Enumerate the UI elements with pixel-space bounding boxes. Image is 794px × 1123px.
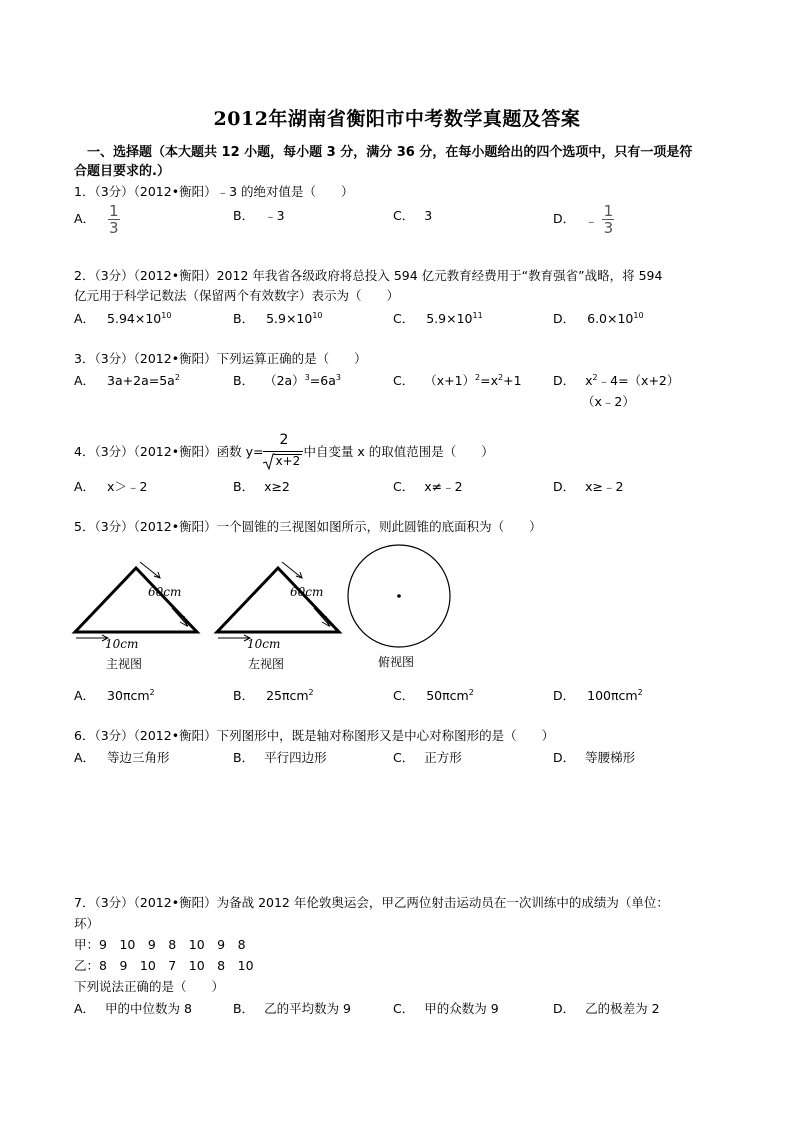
section-heading-line2: 合题目要求的.）: [74, 164, 170, 179]
option-text: 正方形: [424, 750, 462, 765]
option-text: x≥2: [264, 479, 290, 494]
q2-option-d: [553, 309, 644, 327]
q4-stem-pre: 4．（3分）（2012•衡阳）函数 y=: [74, 444, 264, 459]
front-view: [75, 562, 197, 671]
q6-option-d: [553, 748, 635, 766]
q1-option-a: [74, 203, 121, 236]
front-base-label: 10cm: [105, 637, 139, 651]
option-text: 等边三角形: [107, 750, 170, 765]
q5-option-c: [393, 686, 474, 704]
q3-option-b: [233, 371, 341, 389]
q6-option-a: [74, 748, 170, 766]
option-label: A．: [74, 311, 96, 326]
option-label: A．: [74, 479, 96, 494]
option-text: 25πcm: [266, 688, 309, 703]
top-view: [348, 545, 450, 669]
fraction-numerator: 1: [109, 202, 119, 220]
q6-option-c: [393, 748, 462, 766]
option-label: A．: [74, 688, 96, 703]
option-text: 等腰梯形: [585, 750, 636, 765]
q1-option-c: [393, 206, 432, 224]
option-label: B．: [233, 1001, 255, 1016]
q2-option-a: [74, 309, 171, 327]
q7-jia-scores: 甲：9 10 9 8 10 9 8: [74, 937, 246, 952]
option-text: 5.9×10: [266, 311, 313, 326]
top-view-label: 俯视图: [378, 655, 415, 669]
option-label: B．: [233, 208, 255, 223]
option-text: 3a+2a=5a: [107, 373, 175, 388]
q1-option-b: [233, 206, 285, 224]
q1-option-d: [553, 203, 615, 236]
option-label: C．: [393, 311, 415, 326]
q6-stem: 6．（3分）（2012•衡阳）下列图形中，既是轴对称图形又是中心对称图形的是（ ）: [74, 728, 555, 743]
q7-stem-line1: 7．（3分）（2012•衡阳）为备战 2012 年伦敦奥运会，甲乙两位射击运动员在一次训练中的成绩为（单位：: [74, 895, 669, 910]
q1-stem: 1．（3分）（2012•衡阳）﹣3 的绝对值是（ ）: [74, 184, 354, 199]
fraction-denominator: 3: [109, 219, 119, 237]
option-text: （2a）: [264, 373, 305, 388]
option-label: C．: [393, 750, 415, 765]
option-text: x＞﹣2: [107, 479, 148, 494]
left-slant-arrow-bottom: [314, 608, 330, 626]
option-text: 6.0×10: [587, 311, 634, 326]
q6-option-b: [233, 748, 327, 766]
option-text: 乙的极差为 2: [585, 1001, 660, 1016]
left-view-label: 左视图: [248, 657, 285, 671]
option-text: 甲的中位数为 8: [105, 1001, 192, 1016]
option-text: 甲的众数为 9: [424, 1001, 499, 1016]
q3-option-a: [74, 371, 180, 389]
q3-option-d-line2: （x﹣2）: [582, 394, 635, 409]
option-label: B．: [233, 479, 255, 494]
exponent: 2: [498, 372, 504, 382]
q7-option-d: [553, 999, 660, 1017]
option-label: D．: [553, 479, 576, 494]
q7-stem-line2: 环）: [74, 916, 100, 931]
fraction-numerator: 2: [279, 432, 289, 448]
q4-option-b: [233, 477, 290, 495]
option-label: A．: [74, 211, 96, 226]
exponent: 2: [592, 372, 598, 382]
option-text: 平行四边形: [264, 750, 327, 765]
q3-stem: 3．（3分）（2012•衡阳）下列运算正确的是（ ）: [74, 351, 367, 366]
q4-option-c: [393, 477, 463, 495]
q4-stem: [74, 432, 494, 472]
option-text: 30πcm: [107, 688, 150, 703]
q2-stem-line1: 2．（3分）（2012•衡阳）2012 年我省各级政府将总投入 594 亿元教育经费用于“教育强省”战略，将 594: [74, 268, 663, 283]
option-label: A．: [74, 373, 96, 388]
exponent: 11: [472, 310, 483, 320]
left-view-triangle: [217, 568, 339, 632]
option-label: C．: [393, 479, 415, 494]
option-label: C．: [393, 373, 415, 388]
option-label: C．: [393, 1001, 415, 1016]
option-text: （x+1）: [424, 373, 476, 388]
option-label: B．: [233, 750, 255, 765]
option-label: C．: [393, 688, 415, 703]
left-slant-label: 60cm: [290, 585, 324, 599]
left-view: [217, 562, 339, 671]
q5-option-a: [74, 686, 155, 704]
q2-option-b: [233, 309, 323, 327]
exponent: 2: [475, 372, 481, 382]
q7-option-a: [74, 999, 192, 1017]
q7-option-c: [393, 999, 499, 1017]
q4-fraction: [263, 432, 303, 470]
q5-option-d: [553, 686, 643, 704]
fraction: [107, 203, 121, 236]
q2-option-c: [393, 309, 483, 327]
option-label: A．: [74, 1001, 96, 1016]
q5-option-b: [233, 686, 314, 704]
option-label: B．: [233, 688, 255, 703]
q3-option-d: [553, 371, 679, 389]
option-text: x≥﹣2: [585, 479, 624, 494]
option-text: 乙的平均数为 9: [264, 1001, 351, 1016]
exponent: 10: [633, 310, 644, 320]
option-label: B．: [233, 311, 255, 326]
front-slant-label: 60cm: [148, 585, 182, 599]
option-text: x≠﹣2: [424, 479, 463, 494]
q3-option-c: [393, 371, 522, 389]
fraction-denominator: x+2: [275, 454, 301, 468]
option-label: D．: [553, 688, 576, 703]
option-text: ﹣3: [264, 208, 285, 223]
front-view-triangle: [75, 568, 197, 632]
q7-prompt: 下列说法正确的是（ ）: [74, 979, 225, 994]
page-title: 2012年湖南省衡阳市中考数学真题及答案: [213, 108, 581, 130]
q7-yi-scores: 乙：8 9 10 7 10 8 10: [74, 958, 254, 973]
exponent: 2: [174, 372, 180, 382]
exponent: 2: [308, 687, 314, 697]
top-view-center-dot: [397, 594, 401, 598]
sqrt-icon: [263, 453, 275, 470]
option-text: =x: [480, 373, 499, 388]
fraction-bar: [263, 451, 303, 452]
q7-option-b: [233, 999, 351, 1017]
option-label: B．: [233, 373, 255, 388]
option-label: D．: [553, 311, 576, 326]
option-text: 50πcm: [426, 688, 469, 703]
option-text: +1: [503, 373, 522, 388]
fraction-numerator: 1: [603, 202, 614, 220]
front-slant-arrow-bottom: [172, 608, 188, 626]
option-text: =6a: [309, 373, 336, 388]
front-view-label: 主视图: [106, 657, 143, 671]
left-base-label: 10cm: [247, 637, 281, 651]
option-text: 5.94×10: [107, 311, 162, 326]
exponent: 2: [149, 687, 155, 697]
section-heading-line1: 一、选择题（本大题共 12 小题，每小题 3 分，满分 36 分，在每小题给出的四个选项中，只有一项是符: [87, 145, 693, 160]
option-label: D．: [553, 211, 576, 226]
exponent: 2: [468, 687, 474, 697]
exponent: 2: [637, 687, 643, 697]
option-text: 5.9×10: [426, 311, 473, 326]
q4-option-a: [74, 477, 147, 495]
option-label: D．: [553, 750, 576, 765]
q5-three-views-figure: [60, 540, 480, 675]
exponent: 3: [335, 372, 341, 382]
option-label: A．: [74, 750, 96, 765]
minus-sign: ﹣: [585, 212, 598, 228]
option-text: x: [585, 373, 593, 388]
exponent: 3: [304, 372, 310, 382]
exponent: 10: [161, 310, 172, 320]
option-label: D．: [553, 373, 576, 388]
option-text: 3: [424, 208, 433, 223]
option-text: ﹣4=（x+2）: [597, 373, 680, 388]
q2-stem-line2: 亿元用于科学记数法（保留两个有效数字）表示为（ ）: [74, 288, 400, 303]
option-text: 100πcm: [587, 688, 638, 703]
option-label: C．: [393, 208, 415, 223]
q4-option-d: [553, 477, 623, 495]
fraction: [602, 203, 616, 236]
q5-stem: 5．（3分）（2012•衡阳）一个圆锥的三视图如图所示，则此圆锥的底面积为（ ）: [74, 519, 542, 534]
q4-stem-post: 中自变量 x 的取值范围是（ ）: [303, 444, 494, 459]
option-label: D．: [553, 1001, 576, 1016]
exponent: 10: [312, 310, 323, 320]
fraction-denominator: 3: [603, 219, 614, 237]
